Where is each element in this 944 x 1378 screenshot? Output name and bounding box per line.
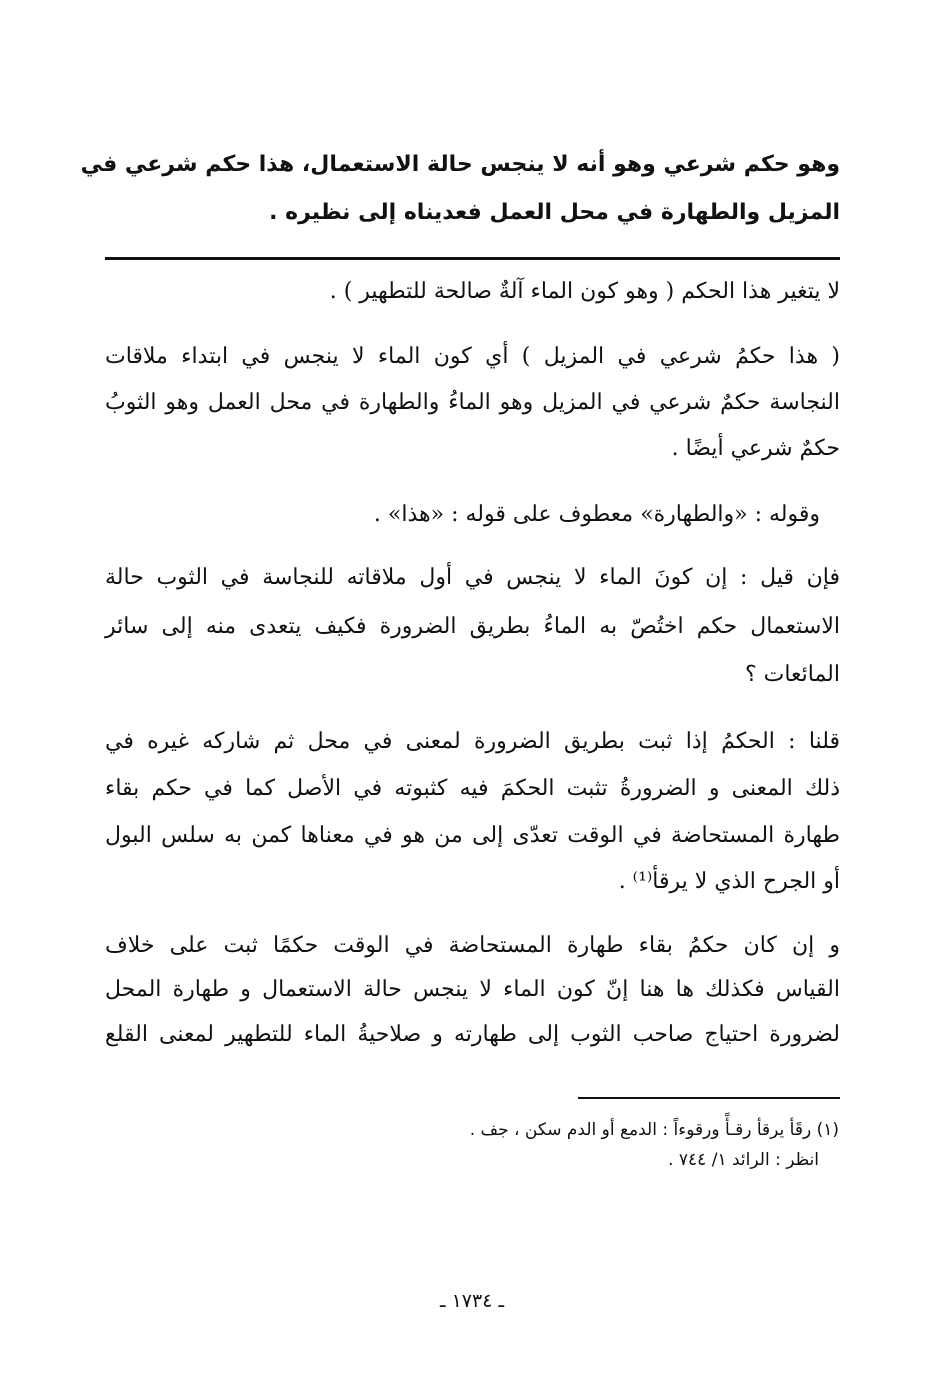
body-line: حكمٌ شرعي أيضًا . xyxy=(671,436,840,461)
body-line: لضرورة احتياج صاحب الثوب إلى طهارته و صلاحيةُ الماء للتطهير لمعنى القلع xyxy=(105,1022,840,1047)
body-line: طهارة المستحاضة في الوقت تعدّى إلى من هو في معناها كمن به سلس البول xyxy=(105,823,840,848)
body-line: وقوله : «والطهارة» معطوف على قوله : «هذا» . xyxy=(373,502,820,527)
body-line: القياس فكذلك ها هنا إنّ كون الماء لا ينجس حالة الاستعمال و طهارة المحل xyxy=(105,977,840,1002)
body-line: ( هذا حكمُ شرعي في المزيل ) أي كون الماء لا ينجس في ابتداء ملاقات xyxy=(105,344,840,369)
body-line: و إن كان حكمُ بقاء طهارة المستحاضة في الوقت حكمًا ثبت على خلاف xyxy=(105,933,840,958)
footnote: (١) رقَأ يرقأ رقـأً ورقوءاً : الدمع أو الدم سكن ، جف . xyxy=(469,1120,839,1140)
page-number: ـ ١٧٣٤ ـ xyxy=(439,1290,505,1312)
body-line: المائعات ؟ xyxy=(744,662,840,687)
body-line: الاستعمال حكم اختُصّ به الماءُ بطريق الضرورة فكيف يتعدى منه إلى سائر xyxy=(105,614,840,639)
body-line: ذلك المعنى و الضرورةُ تثبت الحكمَ فيه كثبوته في الأصل كما في حكم بقاء xyxy=(105,776,840,801)
commentary-line: وهو حكم شرعي وهو أنه لا ينجس حالة الاستعمال، هذا حكم شرعي في xyxy=(80,152,840,177)
body-line: فإن قيل : إن كونَ الماء لا ينجس في أول ملاقاته للنجاسة في الثوب حالة xyxy=(105,565,840,590)
commentary-line: المزيل والطهارة في محل العمل فعديناه إلى نظيره . xyxy=(269,200,840,225)
footnote-reference: انظر : الرائد ١/ ٧٤٤ . xyxy=(668,1150,819,1170)
footnote-divider xyxy=(578,1097,840,1099)
body-line: أو الجرح الذي لا يرقأ⁽¹⁾ . xyxy=(618,869,840,894)
body-line: قلنا : الحكمُ إذا ثبت بطريق الضرورة لمعنى في محل ثم شاركه غيره في xyxy=(105,729,840,754)
section-divider xyxy=(105,257,840,260)
body-line: لا يتغير هذا الحكم ( وهو كون الماء آلةٌ صالحة للتطهير ) . xyxy=(329,279,840,304)
body-line: النجاسة حكمٌ شرعي في المزيل وهو الماءُ والطهارة في محل العمل وهو الثوبُ xyxy=(105,390,840,415)
